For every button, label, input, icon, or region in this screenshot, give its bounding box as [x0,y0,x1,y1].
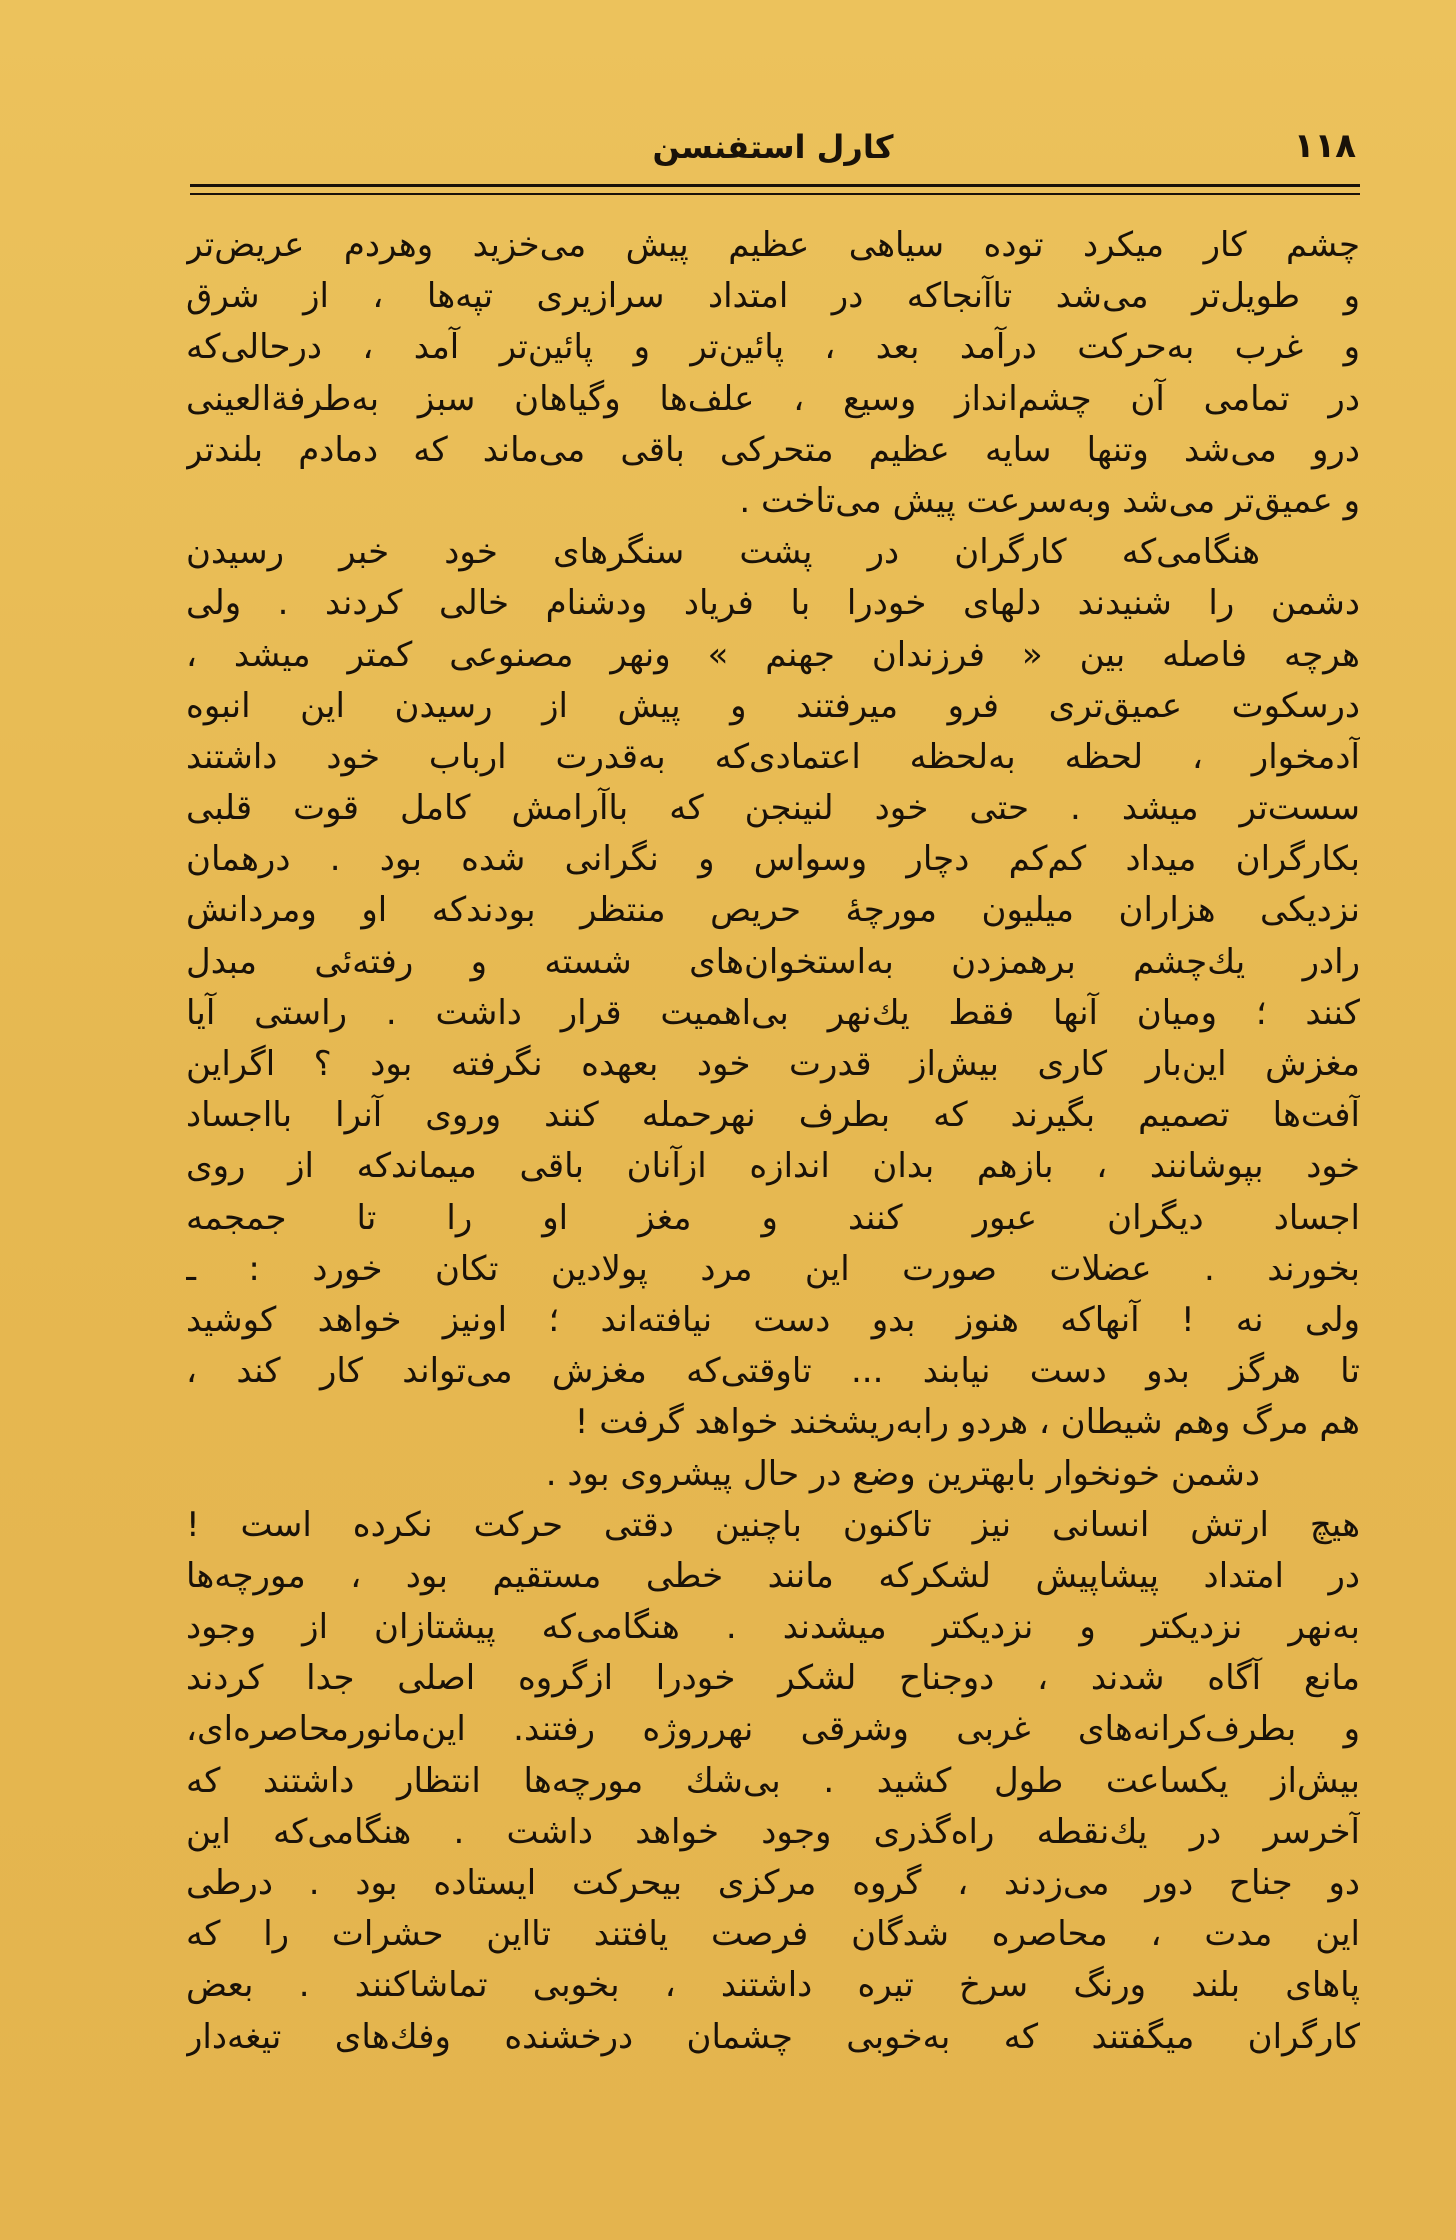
text-line: هنگامی‌که کارگران در پشت سنگرهای خود خبر رسیدن [186,532,1260,573]
text-line: سست‌تر میشد . حتی خود لنینجن که باآرامش کامل قوت قلبی [186,788,1360,829]
text-line: در امتداد پیشاپیش لشکرکه مانند خطی مستقیم بود ، مورچه‌ها [186,1555,1360,1596]
text-line: درو می‌شد وتنها سایه عظیم متحرکی باقی می‌ماند که دمادم بلندتر [186,429,1360,470]
text-line: کارگران میگفتند که به‌خوبی چشمان درخشنده وفك‌های تیغه‌دار [186,2016,1360,2057]
text-line: پاهای بلند ورنگ سرخ تیره داشتند ، بخوبی تماشاکنند . بعض [186,1965,1360,2006]
text-line: و بطرف‌کرانه‌های غربی وشرقی نهرروژه رفتند. این‌مانورمحاصره‌ای، [186,1709,1360,1750]
text-line: دشمن را شنیدند دلهای خودرا با فریاد ودشنام خالی کردند . ولی [186,583,1360,624]
header-rule-thin [190,193,1360,195]
text-line: این مدت ، محاصره شدگان فرصت یافتند تااین حشرات را که [186,1914,1360,1955]
text-line: بکارگران میداد کم‌کم دچار وسواس و نگرانی شده بود . درهمان [186,839,1360,880]
text-line: آفت‌ها تصمیم بگیرند که بطرف نهرحمله کنند وروی آنرا بااجساد [186,1095,1360,1136]
text-line: و عمیق‌تر می‌شد وبه‌سرعت پیش می‌تاخت . [739,480,1360,521]
text-line: بیش‌از یکساعت طول کشید . بی‌شك مورچه‌ها انتظار داشتند که [186,1760,1360,1801]
text-line: ولی نه ! آنهاکه هنوز بدو دست نیافته‌اند ؛ اونیز خواهد کوشید [186,1299,1360,1340]
text-line: هم مرگ وهم شیطان ، هردو رابه‌ریشخند خواهد گرفت ! [574,1402,1360,1443]
text-line: بخورند . عضلات صورت این مرد پولادین تکان خورد : ـ [186,1248,1360,1289]
running-title: کارل استفنسن [652,128,894,166]
text-line: هیچ ارتش انسانی نیز تاکنون باچنین دقتی حرکت نکرده است ! [186,1504,1360,1545]
text-line: آخرسر در یك‌نقطه راه‌گذری وجود خواهد داشت . هنگامی‌که این [186,1811,1360,1852]
text-line: خود بپوشانند ، بازهم بدان اندازه ازآنان باقی میماندکه از روی [186,1146,1360,1187]
page-header [190,118,1356,178]
text-line: در تمامی آن چشم‌انداز وسیع ، علف‌ها وگیاهان سبز به‌طرفةالعینی [186,378,1360,419]
text-line: آدمخوار ، لحظه به‌لحظه اعتمادی‌که به‌قدرت ارباب خود داشتند [186,736,1360,777]
text-line: درسکوت عمیق‌تری فرو میرفتند و پیش از رسیدن این انبوه [186,685,1360,726]
text-line: نزدیکی هزاران میلیون مورچهٔ حریص منتظر بودندکه او ومردانش [186,890,1360,931]
text-line: چشم کار میکرد توده سیاهی عظیم پیش می‌خزید وهردم عریض‌تر [186,225,1360,265]
text-line: مغزش این‌بار کاری بیش‌از قدرت خود بعهده نگرفته بود ؟ اگراین [186,1044,1360,1084]
text-line: دو جناح دور می‌زدند ، گروه مرکزی بیحرکت ایستاده بود . درطی [186,1863,1360,1903]
text-line: و غرب به‌حرکت درآمد بعد ، پائین‌تر و پائین‌تر آمد ، درحالی‌که [186,327,1360,368]
text-line: و طویل‌تر می‌شد تاآنجاکه در امتداد سرازیری تپه‌ها ، از شرق [186,276,1360,317]
text-line: هرچه فاصله بین « فرزندان جهنم » ونهر مصنوعی کمتر میشد ، [186,634,1360,675]
text-line: دشمن خونخوار بابهترین وضع در حال پیشروی بود . [545,1453,1260,1494]
text-line: به‌نهر نزدیکتر و نزدیکتر میشدند . هنگامی‌که پیشتازان از وجود [186,1607,1360,1648]
text-line: کنند ؛ ومیان آنها فقط یك‌نهر بی‌اهمیت قرار داشت . راستی آیا [186,992,1360,1033]
header-rule-thick [190,184,1360,187]
text-line: رادر یك‌چشم برهمزدن به‌استخوان‌های شسته و رفته‌ئی مبدل [186,941,1360,982]
text-line: تا هرگز بدو دست نیابند ... تاوقتی‌که مغزش می‌تواند کار کند ، [186,1351,1360,1392]
page-number: ۱۱۸ [1293,126,1356,166]
text-line: اجساد دیگران عبور کنند و مغز او را تا جمجمه [186,1197,1360,1238]
text-line: مانع آگاه شدند ، دوجناح لشکر خودرا ازگروه اصلی جدا کردند [186,1658,1360,1699]
body-text [186,220,1360,2063]
